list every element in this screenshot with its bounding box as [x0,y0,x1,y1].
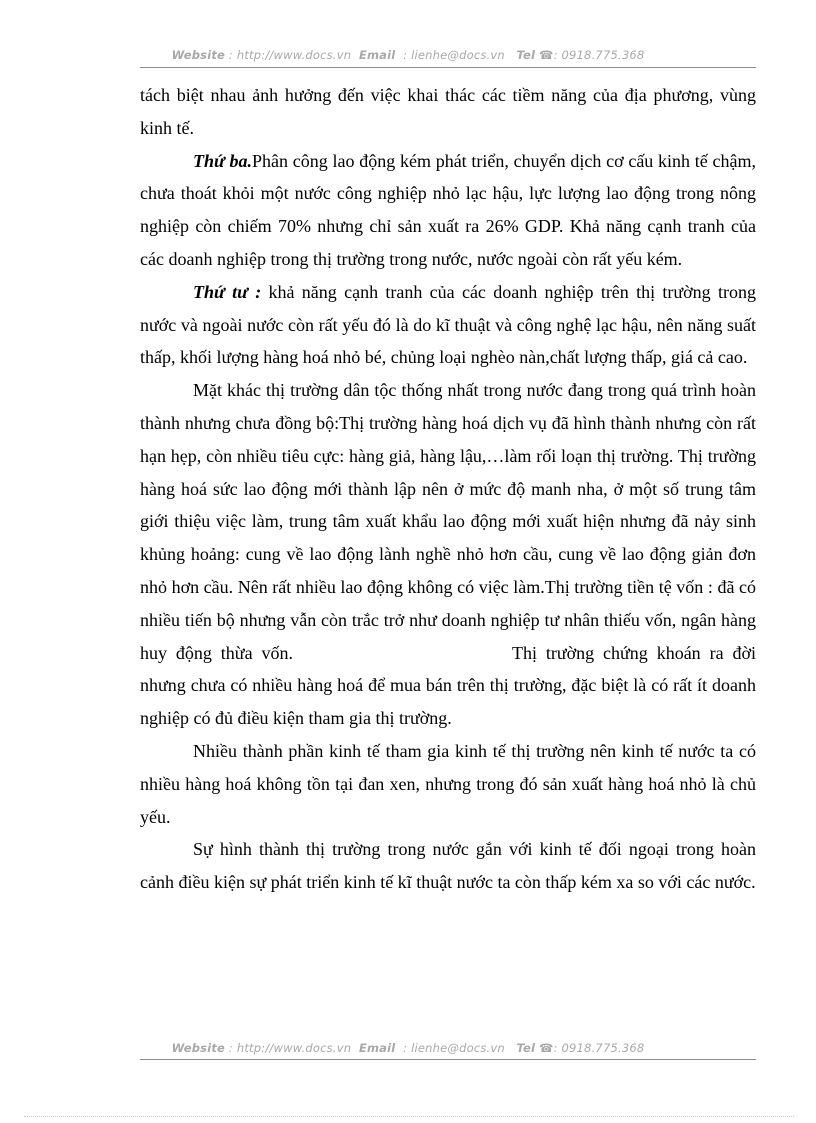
paragraph-6: Sự hình thành thị trường trong nước gắn với kinh tế đối ngoại trong hoàn cảnh điều kiện sự phát triển kinh tế kĩ thuật nước ta còn thấp kém xa so với các nước. [140,839,756,893]
paragraph-2-text: Phân công lao động kém phát triển, chuyển dịch cơ cấu kinh tế chậm, chưa thoát khỏi một nước công nghiệp nhỏ lạc hậu, lực lượng lao động trong nông nghiệp còn chiếm 70% nhưng chỉ sản xuất ra 26% GDP. Khả năng cạnh tranh của các doanh nghiệp trong thị trường trong nước, nước ngoài còn rất yếu kém. [140,150,756,269]
footer-website-link[interactable]: : http://www.docs.vn [228,1041,352,1055]
footer-divider [140,1059,756,1060]
paragraph-4 [140,374,756,735]
footer-phone-icon: ☎ [539,1041,554,1055]
page-bottom-dotted-border [24,1116,794,1117]
page-header [0,48,816,62]
paragraph-3-text: khả năng cạnh tranh của các doanh nghiệp trên thị trường trong nước và ngoài nước còn rất yếu đó là do kĩ thuật và công nghệ lạc hậu, nên năng suất thấp, khối lượng hàng hoá nhỏ bé, chủng loại nghèo nàn,chất lượng thấp, giá cả cao. [140,281,756,368]
paragraph-3 [140,276,756,374]
phone-icon: ☎ [539,48,554,62]
paragraph-5: Nhiều thành phần kinh tế tham gia kinh tế thị trường nên kinh tế nước ta có nhiều hàng hoá không tồn tại đan xen, nhưng trong đó sản xuất hàng hoá nhỏ là chủ yếu. [140,740,756,827]
paragraph-1: tách biệt nhau ảnh hưởng đến việc khai thác các tiềm năng của địa phương, vùng kinh tế. [140,85,756,138]
document-body [140,79,756,899]
paragraph-2 [140,145,756,276]
paragraph-4-text-a: Mặt khác thị trường dân tộc thống nhất trong nước đang trong quá trình hoàn thành nhưng chưa đồng bộ:Thị trường hàng hoá dịch vụ đã hình thành nhưng còn rất hạn hẹp, còn nhiều tiêu cực: hàng giả, hàng lậu,…làm rối loạn thị trường. Thị trường hàng hoá sức lao động mới thành lập nên ở mức độ manh nha, ở một số trung tâm giới thiệu việc làm, trung tâm xuất khẩu lao động mới xuất hiện nhưng đã nảy sinh khủng hoảng: cung về lao động lành nghề nhỏ hơn cầu, cung về lao động giản đơn nhỏ hơn cầu. Nên rất nhiều lao động không có việc làm.Thị trường tiền tệ vốn : đã có nhiều tiến bộ nhưng vẫn còn trắc trở như doanh nghiệp tư nhân thiếu vốn, ngân hàng huy động thừa vốn. [140,380,756,663]
footer-email-link[interactable]: : lienhe@docs.vn [403,1041,505,1055]
header-email-link[interactable]: : lienhe@docs.vn [403,48,505,62]
header-tel-value: : 0918.775.368 [553,48,645,62]
page-footer [0,1041,816,1055]
footer-website-label: Website [171,1041,226,1055]
header-website-link[interactable]: : http://www.docs.vn [228,48,352,62]
header-website-label: Website [171,48,226,62]
header-email-label: Email [358,48,396,62]
paragraph-4-text-b: Thị trường chứng khoán ra đời nhưng chưa có nhiều hàng hoá để mua bán trên thị trường, đặc biệt là có rất ít doanh nghiệp có đủ điều kiện tham gia thị trường. [140,642,756,729]
footer-tel-value: : 0918.775.368 [553,1041,645,1055]
header-tel-label: Tel [516,48,536,62]
paragraph-3-lead: Thứ tư : [193,281,262,302]
footer-tel-label: Tel [516,1041,536,1055]
paragraph-2-lead: Thứ ba. [193,150,253,171]
footer-email-label: Email [358,1041,396,1055]
header-divider [140,67,756,68]
